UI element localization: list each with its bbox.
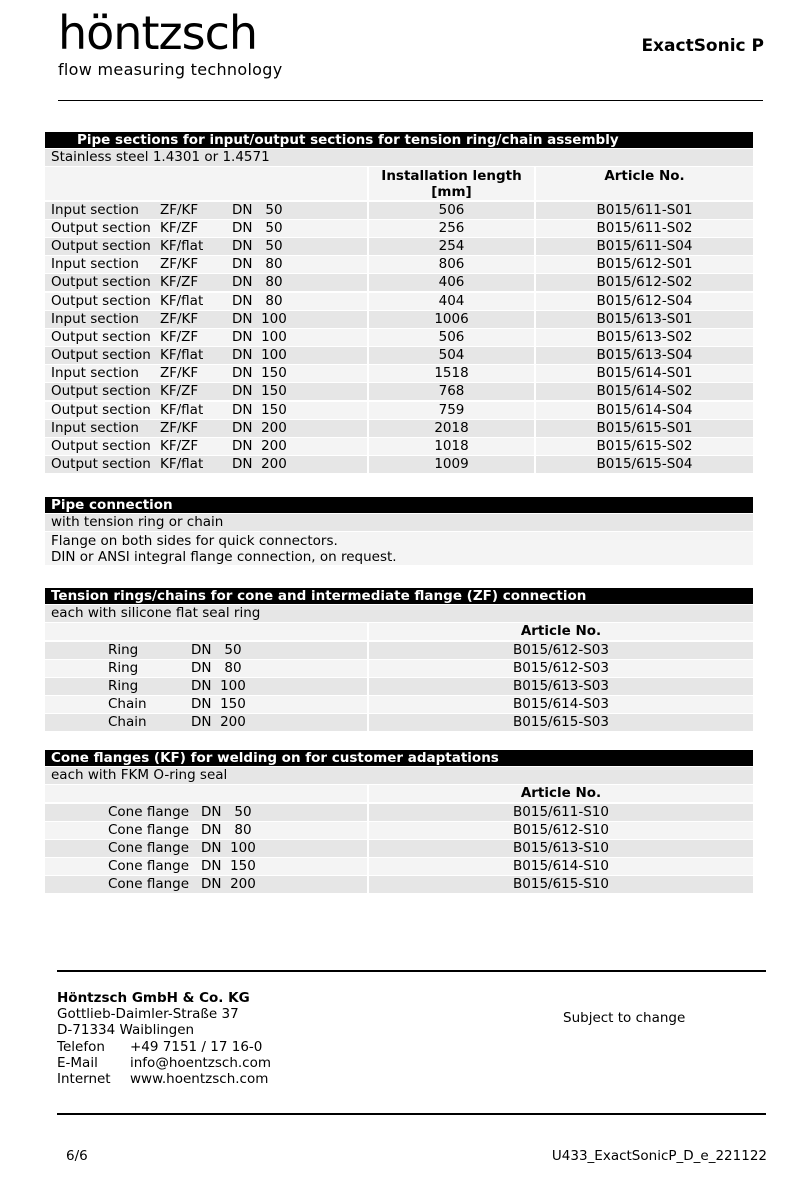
row-description <box>45 293 367 310</box>
col-installation-length: Installation length [mm] <box>369 167 534 200</box>
item-type: Cone flange <box>108 858 190 875</box>
table-row <box>45 329 753 346</box>
row-description <box>45 804 367 821</box>
article-number: B015/612-S03 <box>369 642 753 659</box>
installation-length: 256 <box>369 220 534 237</box>
row-description <box>45 714 367 731</box>
article-number: B015/615-S02 <box>536 438 753 455</box>
article-number: B015/612-S02 <box>536 274 753 291</box>
section-type: Output section <box>51 237 151 254</box>
nominal-diameter: DN 80 <box>232 256 283 273</box>
item-type: Cone flange <box>108 876 190 893</box>
installation-length: 1009 <box>369 456 534 473</box>
connection-type: ZF/KF <box>160 310 199 327</box>
article-number: B015/611-S01 <box>536 202 753 219</box>
website: www.hoentzsch.com <box>130 1071 269 1088</box>
material-note: Stainless steel 1.4301 or 1.4571 <box>45 149 753 166</box>
row-description <box>45 347 367 364</box>
connection-type: KF/ZF <box>160 383 199 400</box>
table-header <box>45 167 753 200</box>
nominal-diameter: DN 50 <box>232 219 283 236</box>
cone-flanges-title: Cone flanges (KF) for welding on for customer adaptations <box>45 750 753 766</box>
nominal-diameter: DN 150 <box>191 696 246 713</box>
installation-length: 506 <box>369 202 534 219</box>
table-row <box>45 220 753 237</box>
table-row <box>45 840 753 857</box>
nominal-diameter: DN 100 <box>232 310 287 327</box>
pipe-connection-title: Pipe connection <box>45 497 753 513</box>
article-number: B015/613-S02 <box>536 329 753 346</box>
table-row <box>45 696 753 713</box>
installation-length: 2018 <box>369 420 534 437</box>
nominal-diameter: DN 100 <box>201 839 256 856</box>
nominal-diameter: DN 150 <box>232 365 287 382</box>
cone-flanges-table <box>45 750 753 893</box>
table-row <box>45 714 753 731</box>
header-divider <box>58 100 763 101</box>
item-type: Cone flange <box>108 821 190 838</box>
item-type: Ring <box>108 641 139 658</box>
table-row <box>45 402 753 419</box>
installation-length: 1018 <box>369 438 534 455</box>
table-header <box>45 623 753 640</box>
installation-length: 254 <box>369 238 534 255</box>
article-number: B015/611-S02 <box>536 220 753 237</box>
connection-type: KF/ZF <box>160 438 199 454</box>
connection-type: ZF/KF <box>160 256 199 273</box>
table-row <box>45 420 753 437</box>
installation-length: 759 <box>369 402 534 419</box>
document-id: U433_ExactSonicP_D_e_221122 <box>551 1148 767 1164</box>
phone-label: Telefon <box>57 1038 105 1055</box>
article-number: B015/614-S03 <box>369 696 753 713</box>
section-type: Input section <box>51 256 139 273</box>
tension-rings-subtitle: each with silicone flat seal ring <box>45 605 753 622</box>
article-number: B015/611-S04 <box>536 238 753 255</box>
table-row <box>45 238 753 255</box>
article-number: B015/614-S01 <box>536 365 753 382</box>
connection-type: KF/flat <box>160 237 204 254</box>
installation-length: 406 <box>369 274 534 291</box>
nominal-diameter: DN 100 <box>191 677 246 694</box>
connection-type: KF/ZF <box>160 274 199 291</box>
table-row <box>45 660 753 677</box>
row-description <box>45 402 367 419</box>
installation-length: 768 <box>369 383 534 400</box>
table-row <box>45 311 753 328</box>
section-type: Input section <box>51 419 139 436</box>
footer-divider-bottom <box>57 1113 766 1115</box>
connection-type: KF/flat <box>160 401 204 418</box>
table-row <box>45 876 753 893</box>
nominal-diameter: DN 100 <box>232 347 287 364</box>
connection-type: KF/flat <box>160 292 204 309</box>
row-description <box>45 202 367 219</box>
connection-type: KF/flat <box>160 347 204 364</box>
tension-rings-table <box>45 588 753 731</box>
row-description <box>45 876 367 893</box>
connection-type: ZF/KF <box>160 201 199 218</box>
row-description <box>45 274 367 291</box>
row-description <box>45 660 367 677</box>
row-description <box>45 311 367 328</box>
connection-type: KF/ZF <box>160 219 199 236</box>
row-description <box>45 840 367 857</box>
nominal-diameter: DN 50 <box>201 803 252 820</box>
article-number: B015/615-S03 <box>369 714 753 731</box>
pipe-sections-title: Pipe sections for input/output sections for tension ring/chain assembly <box>45 132 753 148</box>
nominal-diameter: DN 80 <box>201 821 252 838</box>
installation-length: 1006 <box>369 311 534 328</box>
nominal-diameter: DN 150 <box>232 401 287 418</box>
logo-tagline: flow measuring technology <box>58 60 283 79</box>
table-header <box>45 785 753 802</box>
nominal-diameter: DN 200 <box>232 438 287 454</box>
nominal-diameter: DN 100 <box>232 328 287 345</box>
installation-length: 506 <box>369 329 534 346</box>
table-row <box>45 822 753 839</box>
company-logo <box>58 8 283 79</box>
connection-note: with tension ring or chain <box>45 514 753 531</box>
nominal-diameter: DN 50 <box>232 237 283 254</box>
page-number: 6/6 <box>66 1148 88 1164</box>
company-address <box>57 990 271 1087</box>
table-row <box>45 678 753 695</box>
row-description <box>45 858 367 875</box>
item-type: Ring <box>108 677 139 694</box>
installation-length: 1518 <box>369 365 534 382</box>
city: D-71334 Waiblingen <box>57 1022 195 1039</box>
connection-type: ZF/KF <box>160 419 199 436</box>
col-article-no: Article No. <box>536 167 753 200</box>
article-number: B015/613-S01 <box>536 311 753 328</box>
row-description <box>45 365 367 382</box>
table-row <box>45 642 753 659</box>
item-type: Ring <box>108 659 139 676</box>
row-description <box>45 678 367 695</box>
table-row <box>45 804 753 821</box>
connection-type: KF/ZF <box>160 328 199 345</box>
col-article-no: Article No. <box>369 785 753 802</box>
nominal-diameter: DN 200 <box>232 419 287 436</box>
item-type: Chain <box>108 696 147 713</box>
cone-flanges-subtitle: each with FKM O-ring seal <box>45 767 753 784</box>
section-type: Output section <box>51 347 151 364</box>
product-name: ExactSonic P <box>641 36 764 56</box>
article-number: B015/614-S04 <box>536 402 753 419</box>
section-type: Output section <box>51 292 151 309</box>
article-number: B015/612-S04 <box>536 293 753 310</box>
email-label: E-Mail <box>57 1054 98 1071</box>
article-number: B015/615-S01 <box>536 420 753 437</box>
table-row <box>45 347 753 364</box>
item-type: Chain <box>108 714 147 731</box>
street: Gottlieb-Daimler-Straße 37 <box>57 1006 239 1023</box>
item-type: Cone flange <box>108 839 190 856</box>
section-type: Output section <box>51 219 151 236</box>
row-description <box>45 256 367 273</box>
article-number: B015/613-S04 <box>536 347 753 364</box>
col-article-no: Article No. <box>369 623 753 640</box>
article-number: B015/614-S10 <box>369 858 753 875</box>
company-name: Höntzsch GmbH & Co. KG <box>57 990 250 1006</box>
row-description <box>45 238 367 255</box>
connection-type: ZF/KF <box>160 365 199 382</box>
installation-length: 806 <box>369 256 534 273</box>
article-number: B015/613-S03 <box>369 678 753 695</box>
nominal-diameter: DN 200 <box>201 876 256 893</box>
nominal-diameter: DN 200 <box>232 456 287 473</box>
section-type: Output section <box>51 328 151 345</box>
row-description <box>45 696 367 713</box>
section-type: Output section <box>51 456 151 473</box>
nominal-diameter: DN 50 <box>232 201 283 218</box>
article-number: B015/611-S10 <box>369 804 753 821</box>
row-description <box>45 220 367 237</box>
table-row <box>45 274 753 291</box>
phone-number: +49 7151 / 17 16-0 <box>130 1038 263 1055</box>
logo-wordmark: höntzsch <box>58 6 258 60</box>
nominal-diameter: DN 80 <box>232 292 283 309</box>
pipe-sections-table <box>45 132 753 473</box>
tension-rings-title: Tension rings/chains for cone and intermediate flange (ZF) connection <box>45 588 753 604</box>
table-row <box>45 202 753 219</box>
row-description <box>45 456 367 473</box>
section-type: Output section <box>51 401 151 418</box>
row-description <box>45 822 367 839</box>
connection-type: KF/flat <box>160 456 204 473</box>
section-type: Input section <box>51 365 139 382</box>
email-address: info@hoentzsch.com <box>130 1054 272 1071</box>
row-description <box>45 438 367 455</box>
row-description <box>45 420 367 437</box>
article-number: B015/612-S01 <box>536 256 753 273</box>
article-number: B015/615-S10 <box>369 876 753 893</box>
table-row <box>45 256 753 273</box>
subject-to-change: Subject to change <box>563 1010 686 1026</box>
article-number: B015/615-S04 <box>536 456 753 473</box>
nominal-diameter: DN 80 <box>191 659 242 676</box>
table-row <box>45 858 753 875</box>
article-number: B015/614-S02 <box>536 383 753 400</box>
article-number: B015/613-S10 <box>369 840 753 857</box>
table-row <box>45 365 753 382</box>
section-type: Input section <box>51 310 139 327</box>
connection-details: Flange on both sides for quick connectors. DIN or ANSI integral flange connection, on request. <box>45 532 753 565</box>
table-row <box>45 438 753 455</box>
nominal-diameter: DN 200 <box>191 714 246 731</box>
web-label: Internet <box>57 1071 111 1088</box>
section-type: Output section <box>51 383 151 400</box>
pipe-connection-section <box>45 497 753 565</box>
nominal-diameter: DN 150 <box>232 383 287 400</box>
item-type: Cone flange <box>108 803 190 820</box>
footer-divider-top <box>57 970 766 972</box>
article-number: B015/612-S10 <box>369 822 753 839</box>
section-type: Output section <box>51 274 151 291</box>
row-description <box>45 329 367 346</box>
table-row <box>45 456 753 473</box>
row-description <box>45 383 367 400</box>
table-row <box>45 383 753 400</box>
nominal-diameter: DN 50 <box>191 641 242 658</box>
section-type: Input section <box>51 201 139 218</box>
section-type: Output section <box>51 438 151 454</box>
installation-length: 404 <box>369 293 534 310</box>
table-row <box>45 293 753 310</box>
row-description <box>45 642 367 659</box>
nominal-diameter: DN 150 <box>201 858 256 875</box>
nominal-diameter: DN 80 <box>232 274 283 291</box>
installation-length: 504 <box>369 347 534 364</box>
article-number: B015/612-S03 <box>369 660 753 677</box>
